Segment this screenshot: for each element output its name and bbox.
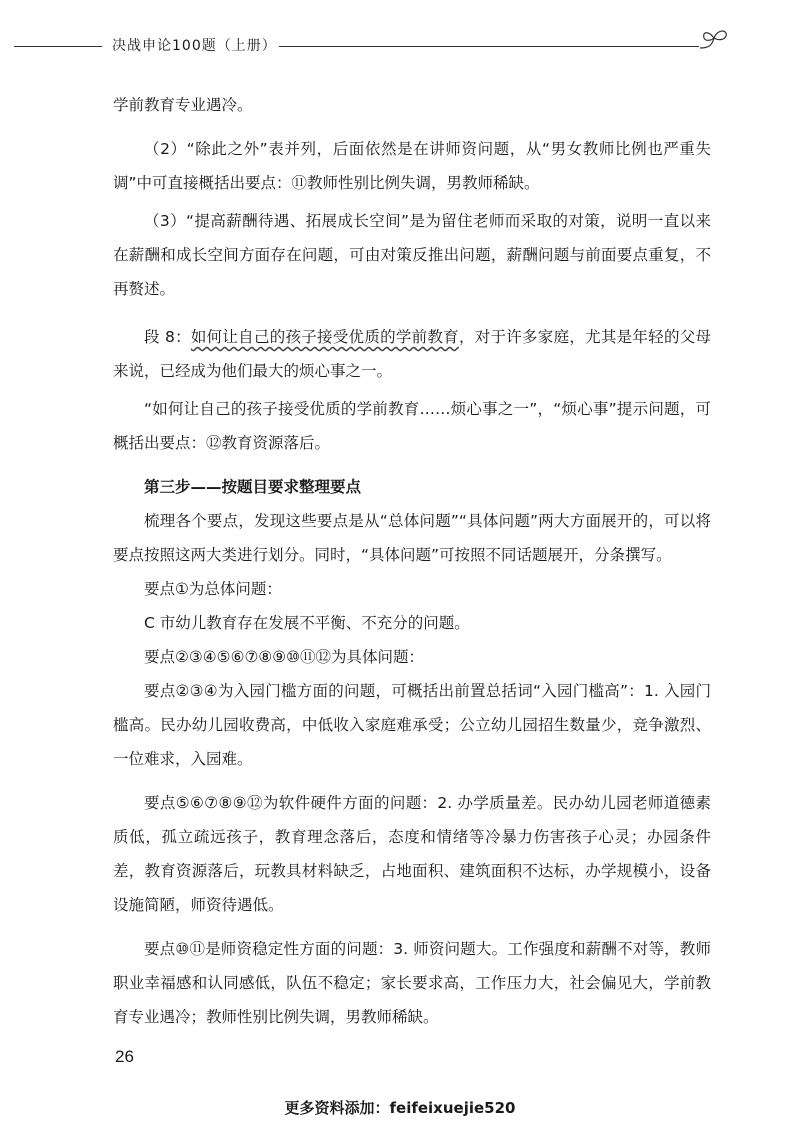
- paragraph: 学前教育专业遇冷。: [113, 96, 253, 114]
- step-heading: 第三步——按题目要求整理要点: [144, 478, 362, 496]
- paragraph: 要点⑩⑪是师资稳定性方面的问题：3. 师资问题大。工作强度和薪酬不对等，教师职业幸福感和认同感低，队伍不稳定；家长要求高，工作压力大，社会偏见大，学前教育专业遇冷；教师性别比例失调，男教师稀缺。: [113, 940, 711, 1026]
- paragraph: （3）“提高薪酬待遇、拓展成长空间”是为留住老师而采取的对策，说明一直以来在薪酬和成长空间方面存在问题，可由对策反推出问题，薪酬问题与前面要点重复，不再赘述。: [113, 212, 711, 298]
- paragraph: 梳理各个要点，发现这些要点是从“总体问题”“具体问题”两大方面展开的，可以将要点按照这两大类进行划分。同时，“具体问题”可按照不同话题展开，分条撰写。: [113, 512, 711, 564]
- paragraph: C 市幼儿教育存在发展不平衡、不充分的问题。: [144, 614, 470, 632]
- paragraph-segment-8: [113, 320, 711, 388]
- underlined-quote: 如何让自己的孩子接受优质的学前教育: [190, 328, 459, 346]
- paragraph: 要点①为总体问题：: [144, 580, 282, 598]
- paragraph: 要点⑤⑥⑦⑧⑨⑫为软件硬件方面的问题：2. 办学质量差。民办幼儿园老师道德素质低，孤立疏远孩子，教育理念落后，态度和情绪等冷暴力伤害孩子心灵；办园条件差，教育资源落后，玩教具材料缺乏，占地面积、建筑面积不达标，办学规模小，设备设施简陋，师资待遇低。: [113, 794, 711, 914]
- footer-note: 更多资料添加：feifeixuejie520: [284, 1099, 516, 1117]
- paragraph: “如何让自己的孩子接受优质的学前教育……烦心事之一”，“烦心事”提示问题，可概括出要点：⑫教育资源落后。: [113, 400, 711, 452]
- page-body: [113, 88, 711, 1034]
- header-title: 决战申论100题（上册）: [112, 38, 277, 54]
- paragraph: （2）“除此之外”表并列，后面依然是在讲师资问题，从“男女教师比例也严重失调”中可直接概括出要点：⑪教师性别比例失调，男教师稀缺。: [113, 140, 711, 192]
- paragraph: 要点②③④为入园门槛方面的问题，可概括出前置总括词“入园门槛高”：1. 入园门槛高。民办幼儿园收费高，中低收入家庭难承受；公立幼儿园招生数量少，竞争激烈、一位难求，入园难。: [113, 682, 711, 768]
- page-number: 26: [115, 1047, 134, 1066]
- running-header: [14, 30, 786, 60]
- header-rule-left: [14, 46, 102, 47]
- sprout-icon: [696, 26, 732, 54]
- segment-label: 段 8：: [144, 328, 191, 346]
- segment-text: ，对于许多家庭，尤其是年轻的父母来说，已经成为他们最大的烦心事之一。: [113, 328, 711, 380]
- header-rule-right: [279, 46, 699, 47]
- paragraph: 要点②③④⑤⑥⑦⑧⑨⑩⑪⑫为具体问题：: [144, 648, 425, 666]
